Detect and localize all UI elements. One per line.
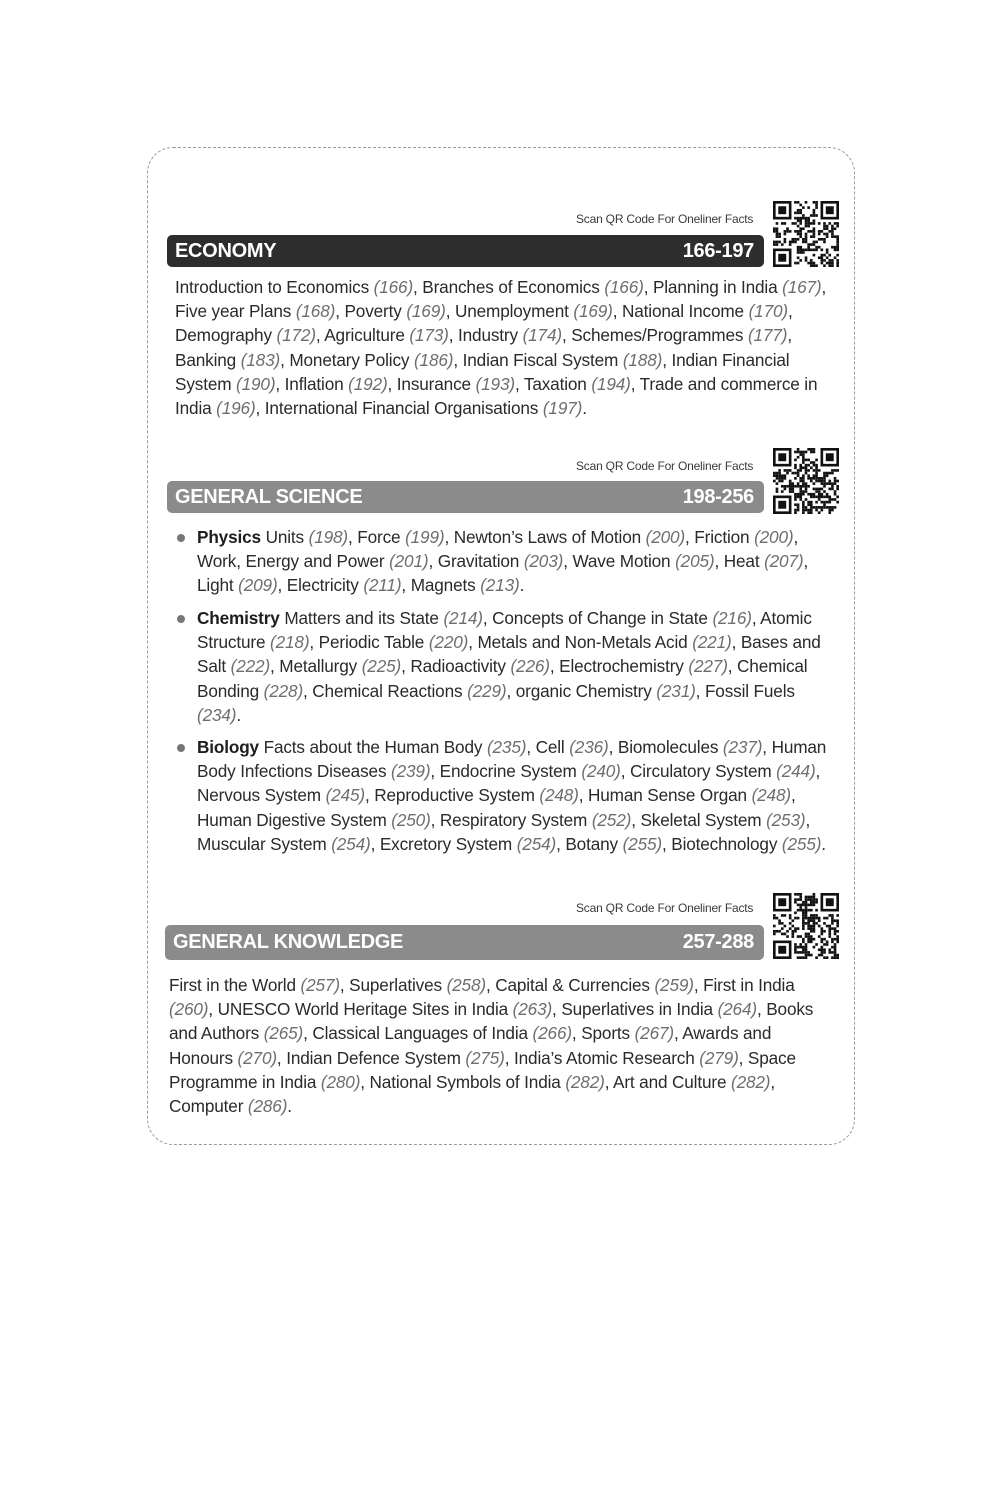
topic-name: Skeletal System (640, 809, 767, 830)
topic-name: Capital & Currencies (495, 975, 655, 995)
topic-page-number: (275) (465, 1047, 505, 1068)
topic-entry (438, 551, 563, 571)
topic-entry (559, 656, 728, 676)
section-page-range: 198-256 (682, 485, 754, 508)
topic-page-number: (194) (591, 373, 631, 394)
topic-name: Work, Energy and Power (197, 551, 390, 572)
topic-page-number: (286) (247, 1096, 288, 1117)
topic-entry (455, 301, 613, 321)
topic-name: Radioactivity (410, 656, 511, 677)
topic-name: Electrochemistry (559, 656, 689, 677)
topic-page-number: (169) (406, 301, 446, 322)
section-title: GENERAL KNOWLEDGE (173, 931, 404, 953)
topic-page-number: (228) (263, 680, 304, 701)
topic-page-number: (252) (591, 809, 632, 830)
topic-entry (618, 737, 762, 757)
topic-entry (440, 761, 621, 781)
topic-page-number: (282) (565, 1071, 605, 1092)
topic-page-number: (255) (622, 833, 662, 854)
topic-entry (169, 1096, 287, 1116)
topic-entry (197, 551, 428, 571)
topic-entry (286, 1048, 505, 1068)
topic-page-number: (222) (230, 656, 271, 677)
topic-entry (266, 527, 348, 547)
topic-name: Indian Defence System (286, 1047, 466, 1068)
topic-entry (289, 350, 453, 370)
topic-name: Chemical Reactions (312, 680, 468, 701)
topic-page-number: (221) (692, 632, 732, 653)
topic-page-number: (227) (688, 656, 728, 677)
topic-name: Gravitation (437, 551, 524, 572)
topic-entry (265, 398, 582, 418)
topic-name: Periodic Table (318, 632, 429, 653)
topic-name: Introduction to Economics (175, 277, 374, 297)
topic-entry (175, 277, 413, 297)
topic-name: Bases and Salt (197, 632, 821, 677)
scan-qr-label: Scan QR Code For Oneliner Facts (576, 459, 754, 473)
topic-page-number: (282) (731, 1071, 771, 1092)
topic-name: Classical Languages of India (312, 1023, 533, 1044)
topic-name: Trade and commerce in India (175, 373, 818, 419)
topic-entry (344, 301, 445, 321)
topic-entry (440, 810, 631, 830)
topic-entry (463, 350, 663, 370)
topic-name: Superlatives in India (561, 999, 718, 1020)
topic-page-number: (166) (604, 277, 644, 297)
topic-entry (495, 975, 694, 995)
topic-page-number: (173) (409, 325, 449, 346)
topic-page-number: (255) (781, 833, 822, 854)
topic-name: Respiratory System (439, 809, 592, 830)
topic-name: Circulatory System (630, 761, 777, 782)
topic-name: Biotechnology (671, 833, 782, 854)
topic-entry (264, 737, 527, 757)
topic-page-number: (169) (573, 301, 613, 322)
topic-name: Five year Plans (175, 301, 296, 322)
topic-page-number: (186) (413, 349, 454, 370)
topic-name: Facts about the Human Body (263, 737, 487, 757)
topic-page-number: (254) (331, 833, 371, 854)
topic-entry (197, 575, 278, 595)
topic-name: International Financial Organisations (264, 398, 543, 419)
topic-page-number: (170) (748, 301, 788, 322)
subsection-chemistry: Chemistry Matters and its State (214), Concepts of Change in State (216), Atomic Structure (218), Periodic Table (220), Metals and Non-Metals Acid (221), Bases and Salt (222), Metallurgy (225), Radioactivity (226), Electrochemistry (227), Chemical Bonding (228), Chemical Reactions (229), organic Chemistry (231), Fossil Fuels (234). (175, 606, 840, 727)
topic-name: Electricity (286, 575, 364, 596)
subsection-title: Chemistry (197, 608, 280, 628)
section-header-bar (165, 925, 764, 960)
topic-entry (572, 551, 714, 571)
topic-name: Nervous System (197, 785, 326, 806)
topic-name: National Income (622, 301, 749, 322)
topic-page-number: (216) (712, 608, 752, 628)
topic-entry (671, 834, 821, 854)
qr-code-icon[interactable] (773, 893, 839, 959)
topic-name: Human Digestive System (197, 809, 392, 830)
topic-entry (724, 551, 804, 571)
topic-page-number: (190) (236, 373, 276, 394)
topic-name: Cell (535, 737, 570, 757)
topic-page-number: (218) (270, 632, 310, 653)
topic-page-number: (214) (443, 608, 483, 628)
topic-entry (218, 999, 552, 1019)
topic-entry (287, 575, 402, 595)
topic-name: Agriculture (324, 325, 410, 346)
section-header-bar (167, 235, 764, 267)
topic-entry (630, 761, 816, 781)
topic-page-number: (239) (391, 761, 431, 782)
topic-page-number: (177) (747, 325, 788, 346)
topic-entry (312, 681, 506, 701)
topic-page-number: (207) (764, 551, 804, 572)
topic-name: Metals and Non-Metals Acid (477, 632, 693, 653)
topic-name: Wave Motion (572, 551, 676, 572)
topic-page-number: (279) (699, 1047, 739, 1068)
topic-entry (312, 1023, 572, 1043)
topic-page-number: (198) (308, 527, 348, 547)
topic-name: Excretory System (379, 833, 517, 854)
topic-entry (349, 975, 486, 995)
topic-page-number: (258) (446, 975, 486, 995)
topic-entry (581, 1023, 674, 1043)
topic-page-number: (183) (240, 349, 281, 370)
topic-page-number: (244) (776, 761, 816, 782)
topic-entry (622, 301, 788, 321)
topic-name: Inflation (284, 373, 349, 394)
topic-entry (175, 301, 335, 321)
subsection-biology: Biology Facts about the Human Body (235), Cell (236), Biomolecules (237), Human Body Infections Diseases (239), Endocrine System (240), Circulatory System (244), Nervous System (245), Reproductive System (248), Human Sense Organ (248), Human Digestive System (250), Respiratory System (252), Skeletal System (253), Muscular System (254), Excretory System (254), Botany (255), Biotechnology (255). (175, 735, 840, 856)
topic-name: Fossil Fuels (704, 680, 795, 701)
topic-page-number: (234) (197, 704, 237, 725)
topic-name: Awards and Honours (169, 1023, 772, 1068)
topic-name: Units (265, 527, 309, 547)
bullet-icon (177, 744, 185, 752)
topic-page-number: (200) (645, 527, 686, 547)
topic-name: Human Sense Organ (588, 785, 752, 806)
topic-page-number: (172) (276, 325, 316, 346)
section-title: GENERAL SCIENCE (175, 485, 363, 508)
topic-page-number: (248) (751, 785, 791, 806)
subsection-physics: Physics Units (198), Force (199), Newton’s Laws of Motion (200), Friction (200), Work, Energy and Power (201), Gravitation (203), Wave Motion (205), Heat (207), Light (209), Electricity (211), Magnets (213). (175, 525, 840, 598)
topic-name: Botany (565, 833, 623, 854)
topic-name: Art and Culture (613, 1071, 731, 1092)
scan-qr-label: Scan QR Code For Oneliner Facts (576, 901, 754, 915)
topic-name: Planning in India (652, 277, 783, 297)
topic-name: Unemployment (454, 301, 574, 322)
topic-entry (640, 810, 805, 830)
topic-page-number: (248) (539, 785, 579, 806)
topic-page-number: (199) (405, 527, 445, 547)
topic-page-number: (270) (237, 1047, 277, 1068)
topic-page-number: (245) (325, 785, 365, 806)
topic-name: Heat (723, 551, 765, 572)
topic-page-number: (236) (569, 737, 609, 757)
topic-page-number: (166) (373, 277, 414, 297)
topic-name: Magnets (410, 575, 481, 596)
topic-entry (613, 1072, 770, 1092)
topic-name: Metallurgy (279, 656, 362, 677)
topic-page-number: (209) (238, 575, 278, 596)
topic-entry (370, 1072, 605, 1092)
topic-entry (284, 608, 482, 628)
topic-page-number: (240) (581, 761, 621, 782)
topic-name: Books and Authors (169, 999, 814, 1044)
topic-page-number: (220) (428, 632, 469, 653)
bullet-icon (177, 615, 185, 623)
topic-name: Force (357, 527, 406, 547)
topic-page-number: (225) (361, 656, 402, 677)
topic-page-number: (197) (542, 398, 583, 419)
topic-page-number: (201) (389, 551, 429, 572)
topic-name: Indian Financial System (175, 349, 790, 394)
scan-qr-label: Scan QR Code For Oneliner Facts (576, 212, 754, 226)
topic-page-number: (263) (512, 999, 553, 1020)
topic-page-number: (192) (348, 373, 388, 394)
topic-entry (197, 834, 371, 854)
topic-page-number: (188) (622, 349, 663, 370)
topic-page-number: (257) (300, 975, 340, 995)
topic-page-number: (226) (510, 656, 550, 677)
topic-entry (324, 325, 449, 345)
topic-entry (422, 277, 643, 297)
topic-name: Muscular System (197, 833, 332, 854)
topic-name: Monetary Policy (289, 349, 414, 370)
topic-name: organic Chemistry (515, 680, 657, 701)
topic-name: Reproductive System (374, 785, 540, 806)
topic-name: Human Body Infections Diseases (197, 737, 827, 782)
topic-entry (410, 656, 550, 676)
topic-name: UNESCO World Heritage Sites in India (217, 999, 513, 1020)
topic-entry (653, 277, 822, 297)
qr-code-icon[interactable] (773, 201, 839, 267)
topic-page-number: (168) (295, 301, 336, 322)
topic-name: First in the World (169, 975, 301, 995)
topic-entry (514, 1048, 739, 1068)
topic-entry (536, 737, 609, 757)
topic-name: Computer (169, 1096, 248, 1117)
topic-page-number: (253) (766, 809, 806, 830)
topic-name: Poverty (344, 301, 407, 322)
section-page-range: 166-197 (682, 239, 754, 262)
topic-name: Concepts of Change in State (492, 608, 713, 628)
topic-name: Branches of Economics (422, 277, 605, 297)
topic-name: Newton’s Laws of Motion (453, 527, 646, 547)
topic-name: Superlatives (349, 975, 447, 995)
topic-name: First in India (703, 975, 795, 995)
topic-page-number: (267) (634, 1023, 674, 1044)
topic-name: Sports (581, 1023, 635, 1044)
bullet-icon (177, 534, 185, 542)
topic-name: Atomic Structure (197, 608, 812, 653)
topic-name: Matters and its State (284, 608, 444, 628)
topic-entry (357, 527, 444, 547)
topic-name: Taxation (523, 373, 592, 394)
topic-page-number: (167) (782, 277, 822, 297)
topic-name: Schemes/Programmes (571, 325, 748, 346)
subsection-title: Biology (197, 737, 259, 757)
topic-page-number: (237) (722, 737, 763, 757)
topic-entry (571, 325, 787, 345)
topic-name: National Symbols of India (369, 1071, 566, 1092)
topic-entry (565, 834, 662, 854)
topic-page-number: (264) (717, 999, 757, 1020)
section-page-range: 257-288 (682, 931, 754, 953)
topic-entry (374, 785, 579, 805)
topic-entry (561, 999, 757, 1019)
topic-page-number: (229) (467, 680, 507, 701)
topic-entry (319, 632, 469, 652)
topic-entry (524, 374, 631, 394)
topic-name: Light (197, 575, 239, 596)
topic-entry (169, 975, 340, 995)
topic-page-number: (260) (169, 999, 209, 1020)
topic-page-number: (265) (263, 1023, 304, 1044)
topic-entry (380, 834, 556, 854)
topic-page-number: (235) (486, 737, 527, 757)
topic-entry (175, 350, 280, 370)
topic-name: India’s Atomic Research (514, 1047, 700, 1068)
subsection-title: Physics (197, 527, 261, 547)
topic-page-number: (200) (754, 527, 794, 547)
topic-entry (458, 325, 562, 345)
topic-page-number: (203) (523, 551, 564, 572)
topic-name: Demography (175, 325, 277, 346)
topic-page-number: (250) (391, 809, 431, 830)
topic-page-number: (211) (363, 575, 402, 596)
topic-name: Space Programme in India (169, 1047, 796, 1092)
topic-name: Chemical Bonding (197, 656, 808, 701)
topic-name: Endocrine System (439, 761, 582, 782)
topic-entry (285, 374, 388, 394)
topic-page-number: (174) (522, 325, 562, 346)
topic-entry (279, 656, 401, 676)
topic-name: Biomolecules (617, 737, 723, 757)
topic-entry (197, 810, 431, 830)
topic-name: Indian Fiscal System (462, 349, 623, 370)
topic-entry (516, 681, 696, 701)
topic-page-number: (231) (656, 680, 696, 701)
topic-entry (477, 632, 731, 652)
topic-entry (694, 527, 793, 547)
topic-entry (175, 325, 316, 345)
topic-page-number: (266) (532, 1023, 572, 1044)
topic-entry (588, 785, 791, 805)
topic-entry (454, 527, 685, 547)
topic-page-number: (280) (320, 1071, 361, 1092)
topic-entry (397, 374, 515, 394)
topic-name: Friction (694, 527, 755, 547)
section-title: ECONOMY (175, 239, 277, 262)
topic-entry (411, 575, 520, 595)
topic-page-number: (205) (675, 551, 715, 572)
topic-name: Banking (175, 349, 241, 370)
topic-name: Insurance (396, 373, 476, 394)
topic-page-number: (213) (480, 575, 520, 596)
topic-page-number: (193) (475, 373, 515, 394)
topic-page-number: (196) (216, 398, 256, 419)
topic-page-number: (259) (654, 975, 694, 995)
qr-code-icon[interactable] (773, 448, 839, 514)
topic-list: Introduction to Economics (166), Branches of Economics (166), Planning in India (167), Five year Plans (168), Poverty (169), Unemployment (169), National Income (170), Demography (172), Agriculture (173), Industry (174), Schemes/Programmes (177), Banking (183), Monetary Policy (186), Indian Fiscal System (188), Indian Financial System (190), Inflation (192), Insurance (193), Taxation (194), Trade and commerce in India (196), International Financial Organisations (197). (175, 277, 827, 419)
topic-entry (197, 785, 365, 805)
section-header-bar (167, 481, 764, 513)
topic-page-number: (254) (516, 833, 557, 854)
topic-list: First in the World (257), Superlatives (258), Capital & Currencies (259), First in India (260), UNESCO World Heritage Sites in India (263), Superlatives in India (264), Books and Authors (265), Classical Languages of India (266), Sports (267), Awards and Honours (270), Indian Defence System (275), India’s Atomic Research (279), Space Programme in India (280), National Symbols of India (282), Art and Culture (282), Computer (286). (169, 975, 814, 1117)
topic-name: Industry (458, 325, 523, 346)
topic-entry (492, 608, 752, 628)
